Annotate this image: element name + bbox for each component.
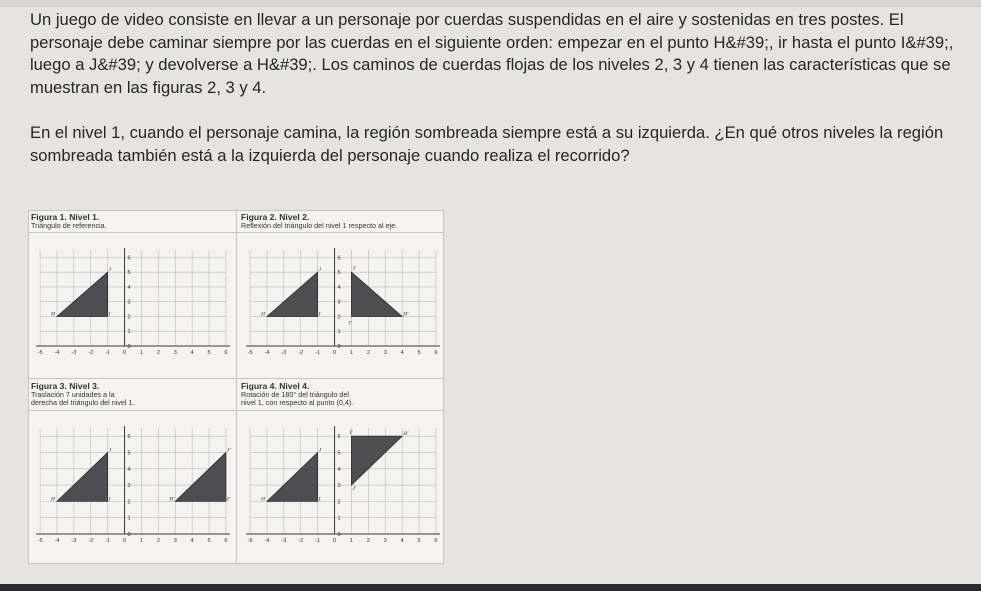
x-tick-label: -1 [105,350,111,356]
y-tick-label: 5 [127,450,131,457]
x-tick-label: 1 [349,538,353,544]
vertex-label: I [108,496,111,503]
y-tick-label: 3 [337,299,341,306]
x-tick-label: 1 [139,538,143,544]
x-tick-label: 4 [400,350,404,356]
shaded-triangle [57,272,108,316]
y-tick-label: 1 [127,515,131,522]
x-tick-label: -5 [37,350,43,356]
figure-3-subtitle-1: Traslación 7 unidades a la [31,390,115,399]
x-tick-label: -5 [247,350,253,356]
x-tick-label: -2 [88,538,94,544]
vertex-label: J' [226,447,231,454]
y-tick-label: 4 [337,466,341,473]
y-tick-label: 4 [127,284,131,291]
figure-2-caption [241,213,397,230]
bottom-bar [0,584,981,591]
figure-3-subtitle-2: derecha del triángulo del nivel 1. [31,397,135,407]
figure-4-subtitle-2: nivel 1, con respecto al punto (0,4). [241,397,354,407]
y-tick-label: 4 [127,466,131,473]
y-tick-label: 2 [127,499,131,506]
y-tick-label: 0 [127,344,131,350]
shaded-triangle [267,452,318,501]
x-tick-label: -1 [315,538,321,544]
vertex-label: I' [226,496,230,503]
figure-4-subtitle-1: Rotación de 180° del triángulo del [241,390,349,399]
figure-4-caption [241,382,353,406]
x-tick-label: 3 [383,538,387,544]
y-tick-label: 1 [127,329,131,336]
y-tick-label: 0 [127,532,131,538]
figure-2-subtitle: Reflexión del triángulo del nivel 1 respecto al eje. [241,221,398,230]
x-tick-label: 4 [190,538,194,544]
x-tick-label: 0 [333,350,337,356]
x-tick-label: 4 [400,538,404,544]
y-tick-label: 5 [337,450,341,457]
x-tick-label: -3 [71,538,77,544]
vertex-label: J' [352,486,357,493]
question-paragraph-1: Un juego de video consiste en llevar a un personaje por cuerdas suspendidas en el aire y sostenidas en tres postes. El personaje debe caminar siempre por las cuerdas en el siguiente orden: empezar en el punto H&#39;, ir hasta el punto I&#39;, luego a J&#39; y devolverse a H&#39;. Los caminos de cuerdas flojas de los niveles 2, 3 y 4 tienen las características que se muestran en las figuras 2, 3 y 4. [30,10,954,97]
x-tick-label: -5 [37,538,43,544]
figure-1-caption [31,213,107,230]
figures-panel [28,210,444,564]
vertex-label: J [108,267,112,274]
x-tick-label: 6 [434,538,438,544]
x-tick-label: -3 [71,350,77,356]
x-tick-label: -4 [54,538,60,544]
x-tick-label: -1 [105,538,111,544]
vertex-label: H' [169,496,175,503]
y-tick-label: 5 [337,270,341,277]
x-tick-label: -2 [88,350,94,356]
vertex-label: H [260,311,265,318]
y-tick-label: 3 [337,483,341,490]
figure-3-title: Figura 3. Nivel 3. [31,381,100,391]
figure-1-subtitle: Triángulo de referencia. [31,221,107,230]
vertex-label: H' [403,431,409,438]
x-tick-label: 2 [156,538,160,544]
figure-4-title: Figura 4. Nivel 4. [241,381,310,391]
x-tick-label: -4 [264,350,270,356]
x-tick-label: 6 [224,350,228,356]
y-tick-label: 3 [127,483,131,490]
x-tick-label: 1 [349,350,353,356]
vertex-label: H [50,311,55,318]
x-tick-label: -2 [298,350,304,356]
y-tick-label: 0 [337,532,341,538]
figure-1-title: Figura 1. Nivel 1. [31,212,100,222]
shaded-triangle [57,452,108,501]
y-tick-label: 1 [337,515,341,522]
panel-column-divider [236,210,237,564]
x-tick-label: 3 [383,350,387,356]
top-divider [0,0,981,7]
y-tick-label: 4 [337,284,341,291]
figure-2-title: Figura 2. Nivel 2. [241,212,310,222]
shaded-triangle [351,436,402,485]
y-tick-label: 3 [127,299,131,306]
y-tick-label: 0 [337,344,341,350]
x-tick-label: 4 [190,350,194,356]
x-tick-label: 5 [417,350,421,356]
x-tick-label: -4 [264,538,270,544]
vertex-label: I [318,496,321,503]
x-tick-label: 2 [366,350,370,356]
vertex-label: J [318,447,322,454]
x-tick-label: 6 [434,350,438,356]
vertex-label: J [318,267,322,274]
shaded-triangle [175,452,226,501]
shaded-triangle [267,272,318,316]
figure-2-graph [245,250,441,358]
x-tick-label: 0 [123,350,127,356]
x-tick-label: -2 [298,538,304,544]
y-tick-label: 2 [337,499,341,506]
y-tick-label: 6 [127,434,131,441]
vertex-label: I [318,311,321,318]
x-tick-label: -3 [281,350,287,356]
y-tick-label: 6 [127,255,131,262]
x-tick-label: 5 [417,538,421,544]
figure-1-graph [35,250,231,358]
y-tick-label: 6 [337,255,341,262]
vertex-label: H [260,496,265,503]
x-tick-label: -5 [247,538,253,544]
figure-3-caption [31,382,135,406]
x-tick-label: 5 [207,350,211,356]
figure-3-graph [35,428,231,546]
figure-4-graph [245,428,441,546]
question-paragraph-2: En el nivel 1, cuando el personaje camina, la región sombreada siempre está a su izquierda. ¿En qué otros niveles la región sombreada también está a la izquierda del personaje cuando realiza el recorrido? [30,123,944,165]
y-tick-label: 2 [127,314,131,321]
x-tick-label: 0 [123,538,127,544]
vertex-label: H [50,496,55,503]
y-tick-label: 5 [127,270,131,277]
x-tick-label: 1 [139,350,143,356]
x-tick-label: 6 [224,538,228,544]
x-tick-label: 3 [173,350,177,356]
x-tick-label: 2 [156,350,160,356]
y-tick-label: 1 [337,329,341,336]
vertex-label: J' [352,266,357,273]
x-tick-label: 2 [366,538,370,544]
vertex-label: I' [348,320,352,327]
y-tick-label: 6 [337,434,341,441]
vertex-label: I' [349,430,353,437]
x-tick-label: -3 [281,538,287,544]
x-tick-label: -1 [315,350,321,356]
vertex-label: J [108,447,112,454]
x-tick-label: 5 [207,538,211,544]
x-tick-label: -4 [54,350,60,356]
vertex-label: H' [403,311,409,318]
shaded-triangle [351,272,402,316]
x-tick-label: 0 [333,538,337,544]
x-tick-label: 3 [173,538,177,544]
vertex-label: I [108,311,111,318]
y-tick-label: 2 [337,314,341,321]
